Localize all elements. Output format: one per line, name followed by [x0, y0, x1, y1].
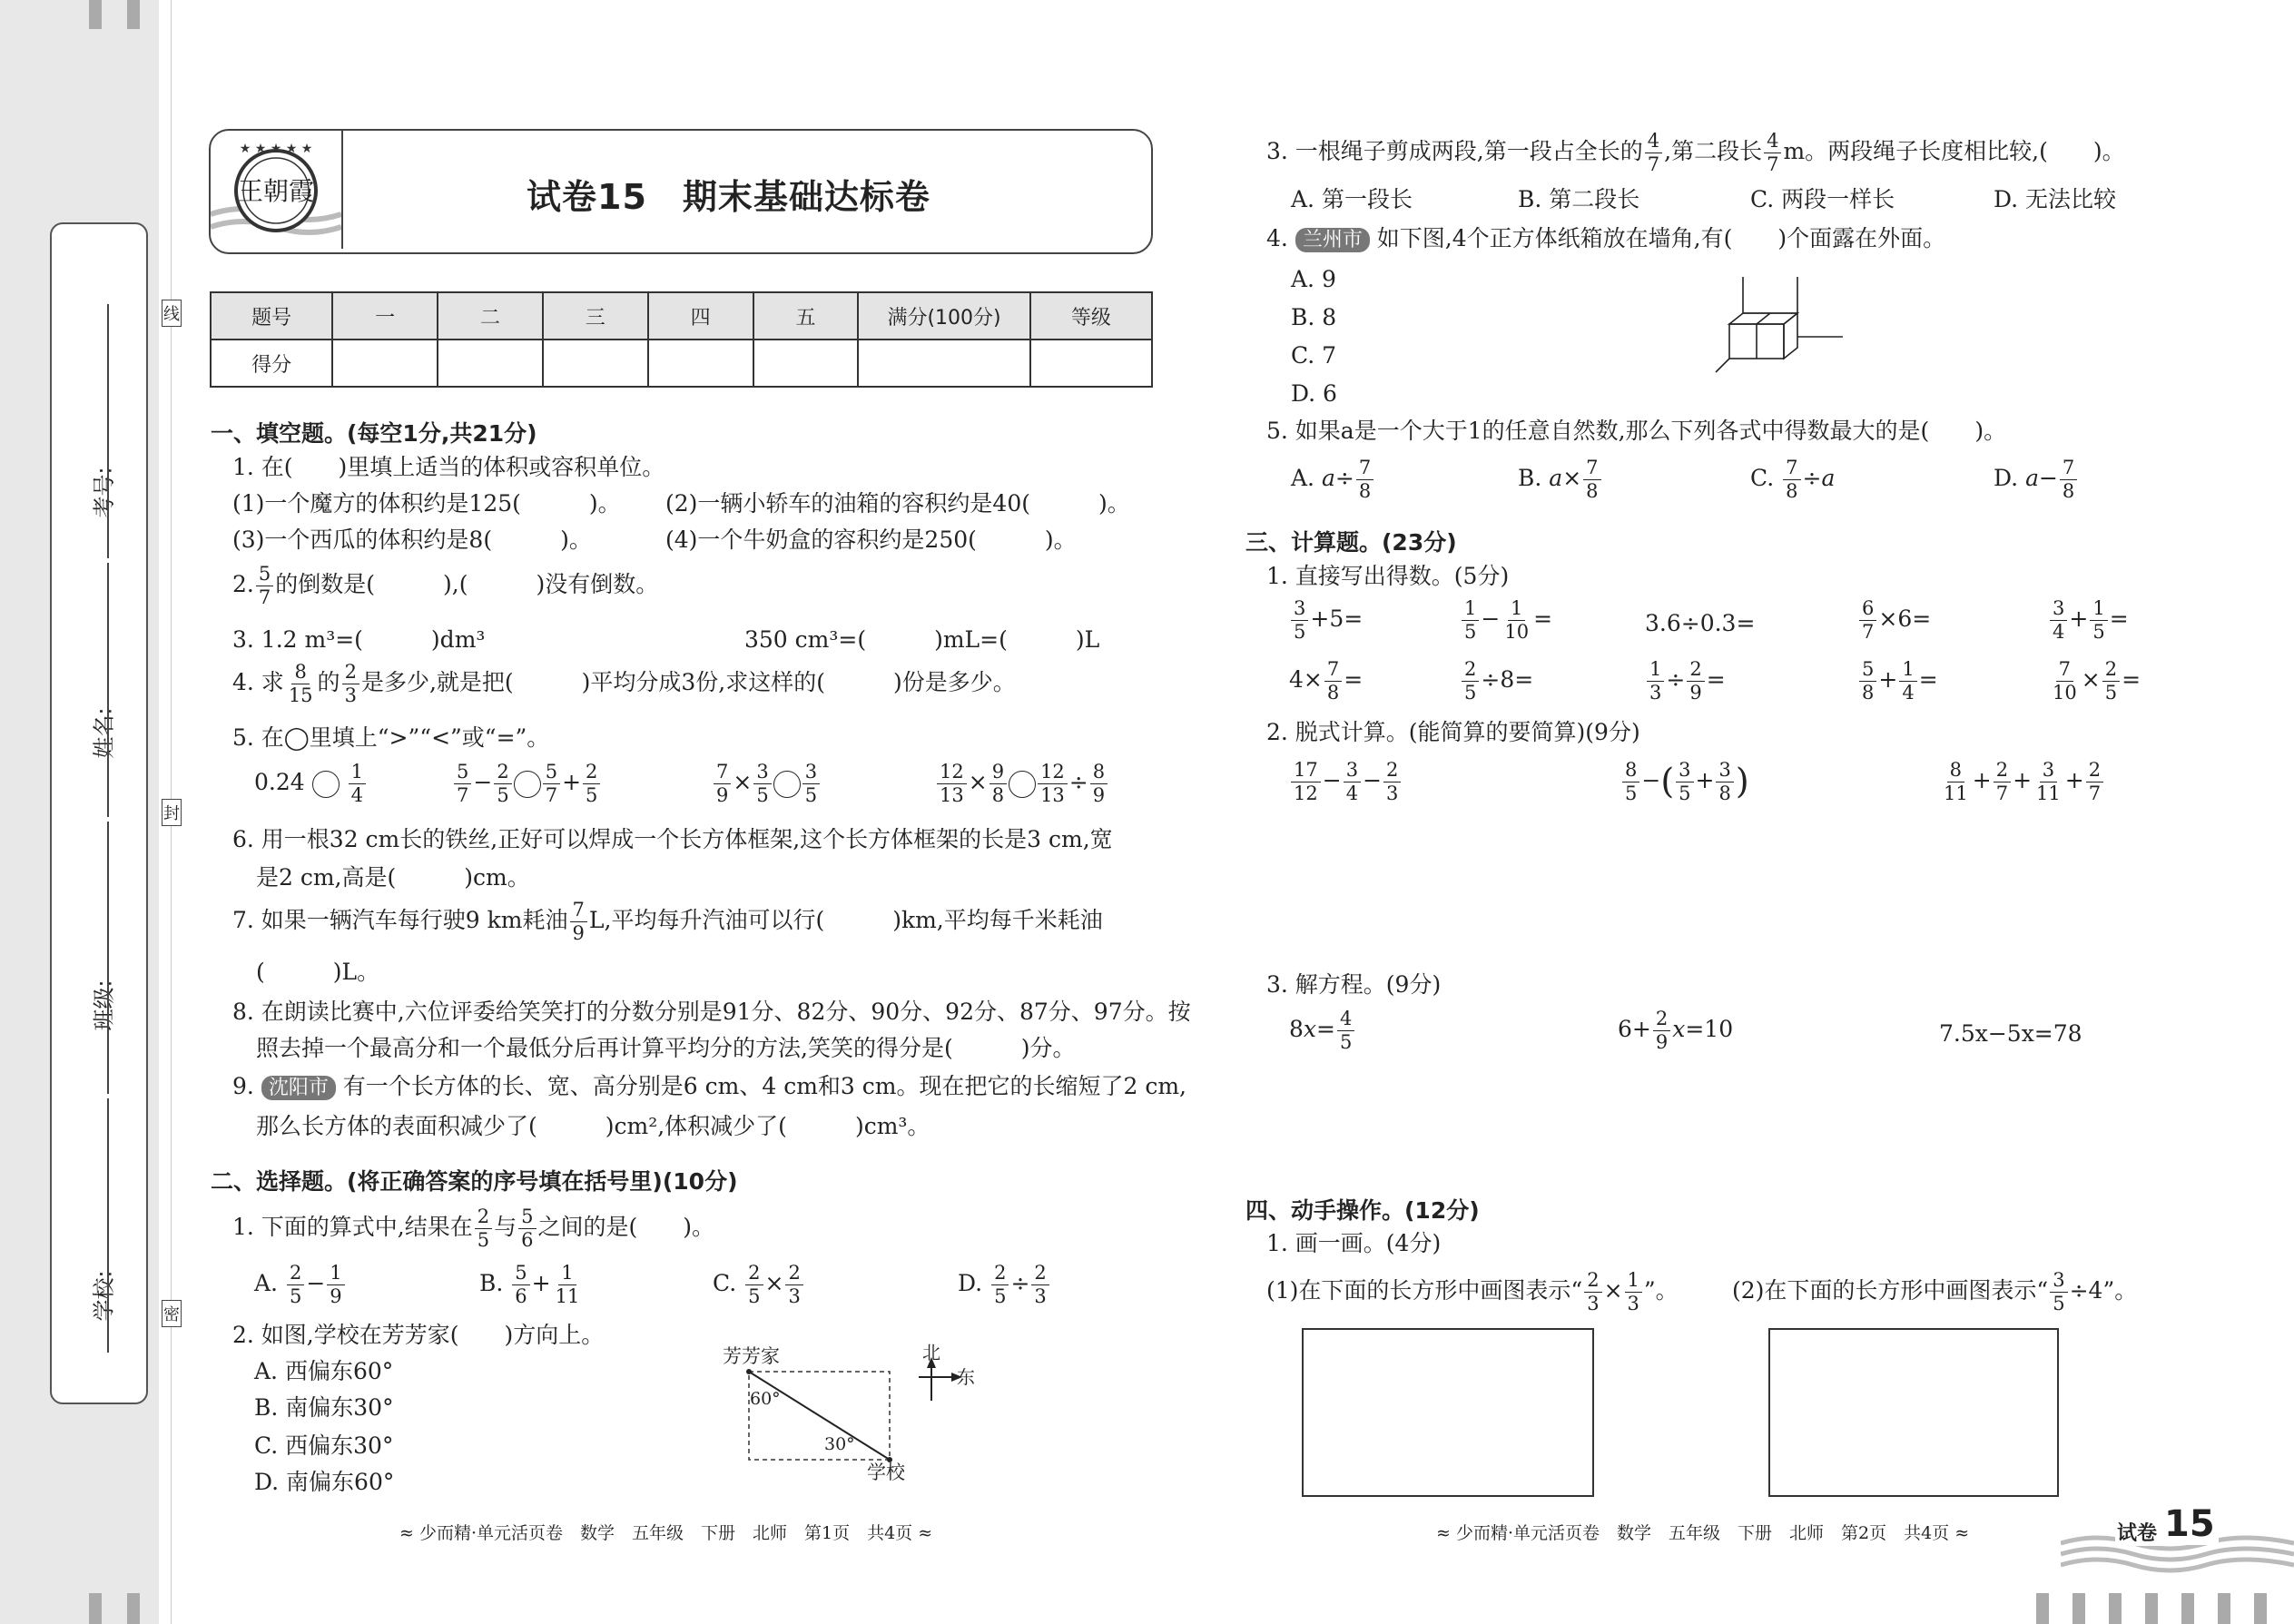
- calc-item: $\frac{8}{11}$ + $\frac{2}{7}$ + $\frac{3}{11}$ + $\frac{2}{7}$: [1939, 761, 2105, 803]
- score-cell: 题号: [211, 292, 332, 340]
- exam-number-line[interactable]: [107, 304, 109, 558]
- question-text: 3. 一根绳子剪成两段,第一段占全长的: [1266, 138, 1643, 164]
- question-text: (1)在下面的长方形中画图表示“: [1266, 1277, 1583, 1304]
- calc-item: $\frac{2}{5}$ ÷8=: [1460, 660, 1533, 703]
- question-text: 8. 在朗读比赛中,六位评委给笑笑打的分数分别是91分、82分、90分、92分、87分、97分。按: [232, 999, 1191, 1025]
- question-row: (1)在下面的长方形中画图表示“ $\frac{2}{3}$ × $\frac{1}{3}$ ”。: [1266, 1269, 1679, 1314]
- seal-mark-secret: 密: [162, 1300, 182, 1327]
- score-cell: 四: [648, 292, 753, 340]
- question-row: (2)在下面的长方形中画图表示“ $\frac{3}{5}$ ÷4”。: [1732, 1269, 2138, 1314]
- section1-title: 一、填空题。(每空1分,共21分): [211, 420, 537, 447]
- compare-item: $\frac{12}{13}$ × $\frac{9}{8}$ $\frac{12}{13}$ ÷ $\frac{8}{9}$: [935, 763, 1109, 805]
- score-cell: 三: [543, 292, 648, 340]
- calc-item: $\frac{3}{4}$ + $\frac{1}{5}$ =: [2048, 599, 2129, 642]
- corner-bar: [2109, 1593, 2122, 1624]
- option[interactable]: C. 7: [1291, 342, 1337, 369]
- corner-bar: [2072, 1593, 2085, 1624]
- score-input[interactable]: [858, 340, 1029, 387]
- compare-item: 0.24 $\frac{1}{4}$: [254, 763, 368, 805]
- class-label: 班级:: [91, 979, 117, 1031]
- score-input[interactable]: [438, 340, 543, 387]
- logo-text: 王朝霞: [237, 176, 315, 206]
- option[interactable]: B. $\frac{5}{6}$ + $\frac{1}{11}$: [479, 1262, 580, 1307]
- question-text: 2. 脱式计算。(能简算的要简算)(9分): [1266, 719, 1640, 745]
- score-table: [210, 291, 1153, 388]
- question-row: [232, 663, 1016, 705]
- option[interactable]: D. $\frac{2}{5}$ ÷ $\frac{2}{3}$: [958, 1264, 1051, 1306]
- map-label-north: 北: [922, 1342, 940, 1363]
- option[interactable]: A. 第一段长: [1291, 186, 1413, 212]
- badge-number: 15: [2161, 1503, 2219, 1545]
- question-text: ”。: [2102, 1277, 2138, 1304]
- map-angle: 30°: [824, 1434, 855, 1454]
- question-text: 1. 在( )里填上适当的体积或容积单位。: [232, 454, 665, 480]
- class-line[interactable]: [107, 822, 109, 1094]
- section3-title: 三、计算题。(23分): [1245, 529, 1457, 556]
- question-text: (4)一个牛奶盒的容积约是250( )。: [665, 527, 1077, 553]
- question-row: [1266, 225, 1945, 252]
- option[interactable]: C. $\frac{2}{5}$ × $\frac{2}{3}$: [713, 1264, 805, 1306]
- score-input[interactable]: [1030, 340, 1152, 387]
- name-label: 姓名:: [91, 707, 117, 759]
- question-text: 如下图,4个正方体纸箱放在墙角,有( )个面露在外面。: [1376, 225, 1946, 251]
- option[interactable]: B. 南偏东30°: [254, 1394, 394, 1421]
- logo: [211, 131, 343, 249]
- option[interactable]: C. 两段一样长: [1750, 186, 1895, 212]
- name-line[interactable]: [107, 563, 109, 817]
- drawing-rectangle[interactable]: [1302, 1328, 1594, 1497]
- calc-item: $\frac{1}{3}$ ÷ $\frac{2}{9}$ =: [1645, 660, 1726, 703]
- footer-right: ≈ 少而精·单元活页卷 数学 五年级 下册 北师 第2页 共4页 ≈: [1436, 1523, 1970, 1543]
- calc-item: 4× $\frac{7}{8}$ =: [1289, 658, 1364, 704]
- option[interactable]: D. 无法比较: [1994, 186, 2117, 212]
- score-cell: 满分(100分): [858, 292, 1029, 340]
- seal-mark-line: 线: [162, 300, 182, 327]
- calc-item: $\frac{17}{12}$ − $\frac{3}{4}$ − $\frac{2}{3}$: [1289, 761, 1403, 803]
- compare-circle[interactable]: [773, 771, 801, 798]
- section2-title: 二、选择题。(将正确答案的序号填在括号里)(10分): [211, 1168, 738, 1195]
- q-num: 9.: [232, 1073, 254, 1099]
- option[interactable]: D. a− $\frac{7}{8}$: [1994, 458, 2079, 501]
- map-label-school: 学校: [867, 1462, 905, 1483]
- option[interactable]: D. 6: [1291, 380, 1337, 407]
- score-input[interactable]: [332, 340, 438, 387]
- question-text: 是多少,就是把( )平均分成3份,求这样的( )份是多少。: [360, 669, 1016, 695]
- score-cell: 五: [753, 292, 859, 340]
- exam-number-label: 考号:: [91, 467, 117, 518]
- question-row: 7. 如果一辆汽车每行驶9 km耗油 $\frac{7}{9}$ L,平均每升汽油可以行( )km,平均每千米耗油: [232, 899, 1103, 944]
- question-text: m。两段绳子长度相比较,( )。: [1783, 138, 2125, 164]
- calc-item: $\frac{3}{5}$ +5=: [1289, 599, 1363, 642]
- calc-item: $\frac{1}{5}$ − $\frac{1}{10}$ =: [1460, 599, 1552, 642]
- question-text: ,第二段长: [1664, 138, 1763, 164]
- question-text: 4. 求: [232, 669, 284, 695]
- question-text: 1. 画一画。(4分): [1266, 1230, 1442, 1256]
- question-text: 照去掉一个最高分和一个最低分后再计算平均分的方法,笑笑的得分是( )分。: [256, 1035, 1076, 1061]
- score-cell: 得分: [211, 340, 332, 387]
- question-text: (1)一个魔方的体积约是125( )。: [232, 490, 621, 517]
- option[interactable]: A. 9: [1291, 266, 1336, 292]
- corner-bar: [127, 1593, 140, 1624]
- corner-bar: [2181, 1593, 2194, 1624]
- seal-mark-seal: 封: [162, 799, 182, 826]
- score-input[interactable]: [648, 340, 753, 387]
- corner-bar: [2254, 1593, 2267, 1624]
- question-text: 350 cm³=( )mL=( )L: [744, 626, 1100, 653]
- city-tag: 兰州市: [1295, 228, 1370, 252]
- equation: 6+ $\frac{2}{9}$ x=10: [1618, 1008, 1734, 1053]
- option[interactable]: B. 8: [1291, 304, 1337, 330]
- score-cell: 二: [438, 292, 543, 340]
- question-text: 5. 如果a是一个大于1的任意自然数,那么下列各式中得数最大的是( )。: [1266, 418, 2007, 444]
- option[interactable]: A. 西偏东60°: [254, 1358, 394, 1384]
- corner-bar: [2036, 1593, 2049, 1624]
- question-text: (2)一辆小轿车的油箱的容积约是40( )。: [665, 490, 1130, 517]
- corner-bar: [2145, 1593, 2158, 1624]
- school-label: 学校:: [91, 1270, 117, 1322]
- question-text: L,平均每升汽油可以行( )km,平均每千米耗油: [588, 907, 1103, 933]
- question-text: 之间的是( )。: [537, 1214, 715, 1240]
- question-text: 2. 如图,学校在芳芳家( )方向上。: [232, 1322, 605, 1348]
- calc-item: $\frac{5}{8}$ + $\frac{1}{4}$ =: [1857, 660, 1938, 703]
- question-text: 6. 用一根32 cm长的铁丝,正好可以焊成一个长方体框架,这个长方体框架的长是3 cm,宽: [232, 826, 1113, 852]
- page-title: 试卷15 期末基础达标卷: [527, 177, 930, 217]
- badge-label: 试卷: [2115, 1518, 2159, 1546]
- city-tag: 沈阳市: [261, 1076, 336, 1100]
- fraction: $\frac{5}{7}$: [256, 565, 273, 607]
- question-text: 3. 解方程。(9分): [1266, 971, 1442, 998]
- score-input[interactable]: [543, 340, 648, 387]
- question-text: 的: [317, 669, 340, 695]
- compare-circle[interactable]: [312, 771, 340, 798]
- question-row: [232, 1073, 1186, 1100]
- calc-item: $\frac{7}{10}$ × $\frac{2}{5}$ =: [2053, 658, 2141, 704]
- calc-item: $\frac{8}{5}$ −( $\frac{3}{5}$ + $\frac{3}{8}$ ): [1620, 761, 1749, 803]
- boxes-figure: [1707, 277, 1843, 377]
- option[interactable]: D. 南偏东60°: [254, 1469, 395, 1495]
- question-text: 1. 下面的算式中,结果在: [232, 1214, 473, 1240]
- map-angle: 60°: [750, 1389, 781, 1409]
- equation: 7.5x−5x=78: [1939, 1020, 2082, 1047]
- q-num: 2.: [232, 571, 254, 597]
- question-text: ”。: [1643, 1277, 1679, 1304]
- q-num: 4.: [1266, 225, 1288, 251]
- calc-item: $\frac{6}{7}$ ×6=: [1857, 599, 1931, 642]
- option[interactable]: C. 西偏东30°: [254, 1432, 394, 1459]
- option[interactable]: B. a× $\frac{7}{8}$: [1518, 458, 1603, 501]
- compare-item: $\frac{5}{7}$ − $\frac{2}{5}$ $\frac{5}{7}$ + $\frac{2}{5}$: [452, 763, 602, 805]
- question-row: 3. 一根绳子剪成两段,第一段占全长的 $\frac{4}{7}$ ,第二段长 $\frac{4}{7}$ m。两段绳子长度相比较,( )。: [1266, 130, 2125, 175]
- equation: 8x= $\frac{4}{5}$: [1289, 1009, 1356, 1052]
- svg-text:★ ★ ★ ★ ★: ★ ★ ★ ★ ★: [239, 142, 313, 156]
- number: 0.24: [254, 769, 305, 795]
- school-line[interactable]: [107, 1098, 109, 1353]
- corner-bar: [2218, 1593, 2230, 1624]
- score-input[interactable]: [753, 340, 859, 387]
- question-text: 5. 在◯里填上“>”“<”或“=”。: [232, 724, 550, 751]
- option[interactable]: A. $\frac{2}{5}$ − $\frac{1}{9}$: [254, 1264, 347, 1306]
- question-text: ( )L。: [256, 959, 380, 985]
- question-row: [232, 565, 658, 607]
- question-text: (2)在下面的长方形中画图表示“: [1732, 1277, 2049, 1304]
- question-text: (3)一个西瓜的体积约是8( )。: [232, 527, 592, 553]
- question-text: 是2 cm,高是( )cm。: [256, 864, 530, 891]
- map-label-east: 东: [957, 1366, 975, 1388]
- corner-bar: [89, 1593, 102, 1624]
- calc-item: 3.6÷0.3=: [1645, 610, 1756, 636]
- score-cell: 等级: [1030, 292, 1152, 340]
- compare-circle[interactable]: [514, 771, 541, 798]
- question-text: 的倒数是( ),( )没有倒数。: [275, 571, 659, 597]
- section4-title: 四、动手操作。(12分): [1245, 1197, 1480, 1224]
- option[interactable]: C. $\frac{7}{8}$ ÷a: [1750, 457, 1836, 502]
- option[interactable]: B. 第二段长: [1518, 186, 1640, 212]
- student-info-box: [50, 222, 148, 1404]
- fraction: $\frac{2}{3}$: [342, 663, 359, 705]
- question-text: 3. 1.2 m³=( )dm³: [232, 626, 486, 653]
- compare-item: $\frac{7}{9}$ × $\frac{3}{5}$ $\frac{3}{5}$: [712, 763, 822, 805]
- corner-bar: [89, 0, 102, 29]
- question-text: 那么长方体的表面积减少了( )cm²,体积减少了( )cm³。: [256, 1113, 930, 1139]
- score-cell: 一: [332, 292, 438, 340]
- question-text: 与: [494, 1214, 517, 1240]
- compare-circle[interactable]: [1009, 771, 1036, 798]
- fraction: $\frac{8}{15}$: [288, 661, 313, 706]
- question-text: 1. 直接写出得数。(5分): [1266, 563, 1510, 589]
- corner-bar: [127, 0, 140, 29]
- footer-left: ≈ 少而精·单元活页卷 数学 五年级 下册 北师 第1页 共4页 ≈: [399, 1523, 933, 1543]
- drawing-rectangle[interactable]: [1768, 1328, 2059, 1497]
- question-text: 7. 如果一辆汽车每行驶9 km耗油: [232, 907, 568, 933]
- map-label-home: 芳芳家: [723, 1345, 780, 1367]
- question-row: 1. 下面的算式中,结果在 $\frac{2}{5}$ 与 $\frac{5}{6}$ 之间的是( )。: [232, 1206, 715, 1251]
- option[interactable]: A. a÷ $\frac{7}{8}$: [1291, 458, 1375, 501]
- question-text: 有一个长方体的长、宽、高分别是6 cm、4 cm和3 cm。现在把它的长缩短了2 cm,: [342, 1073, 1186, 1099]
